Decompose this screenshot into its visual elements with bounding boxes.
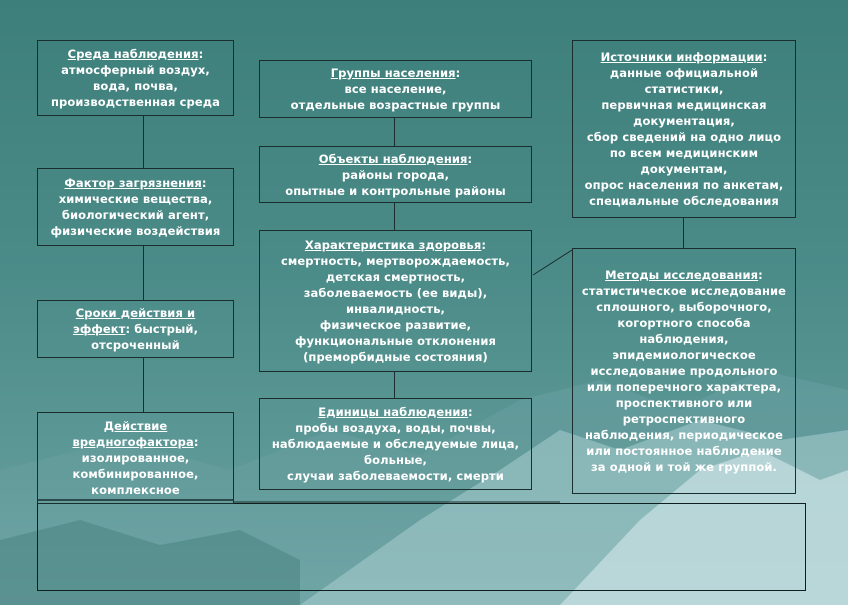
research-methods-box: Методы исследования: статистическое исследование сплошного, выборочного, когортного способа наблюдения, эпидемиологическое исследование продольного или поперечного характера, проспективного или ретроспективного наблюдения, периодическое или постоянное наблюдение за одной и той же группой. bbox=[572, 248, 796, 494]
action-terms-line-2-rest: : быстрый, bbox=[125, 322, 199, 336]
health-line-5: физическое развитие, bbox=[319, 318, 472, 332]
methods-line-1: статистическое исследование bbox=[581, 284, 787, 298]
pollution-factor-title: Фактор загрязнения bbox=[64, 176, 202, 190]
methods-line-7: или поперечного характера, bbox=[586, 380, 782, 394]
methods-line-9: ретроспективного bbox=[622, 412, 746, 426]
bottom-frame bbox=[37, 503, 806, 591]
methods-line-2: сплошного, выборочного, bbox=[596, 300, 772, 314]
information-sources-title: Источники информации bbox=[600, 50, 763, 64]
sources-line-1: данные официальной bbox=[609, 66, 759, 80]
pollution-factor-line-1: химические вещества, bbox=[58, 192, 213, 206]
sources-line-8: опрос населения по анкетам, bbox=[584, 178, 784, 192]
sources-line-2: статистики, bbox=[644, 82, 724, 96]
health-line-3: заболеваемость (ее виды), bbox=[303, 286, 488, 300]
health-characteristics-title: Характеристика здоровья bbox=[304, 238, 482, 252]
sources-line-4: документация, bbox=[633, 114, 735, 128]
sources-line-7: документам, bbox=[640, 162, 728, 176]
methods-line-11: или постоянное наблюдение bbox=[586, 444, 782, 458]
action-terms-title-1: Сроки действия и bbox=[75, 306, 196, 320]
observation-units-line-4: случаи заболеваемости, смерти bbox=[287, 469, 504, 483]
methods-line-10: наблюдения, периодическое bbox=[585, 428, 783, 442]
observation-objects-line-2: опытные и контрольные районы bbox=[285, 183, 506, 198]
observation-units-line-1: пробы воздуха, воды, почвы, bbox=[295, 421, 496, 435]
harmful-action-line-1: изолированное, bbox=[81, 451, 190, 465]
health-characteristics-box: Характеристика здоровья: смертность, мертворождаемость, детская смертность, заболеваемость (ее виды), инвалидность, физическое развитие, функциональные отклонения (преморбидные состояния) bbox=[259, 230, 532, 372]
population-groups-title: Группы населения bbox=[330, 66, 456, 80]
action-terms-title-2: эффект bbox=[72, 322, 126, 336]
pollution-factor-line-2: биологический агент, bbox=[61, 208, 210, 222]
environment-box: Среда наблюдения: атмосферный воздух, вода, почва, производственная среда bbox=[37, 40, 234, 116]
health-line-1: смертность, мертворождаемость, bbox=[280, 254, 510, 268]
health-line-7: (преморбидные состояния) bbox=[303, 350, 488, 364]
harmful-action-title-2: вредногофактора bbox=[72, 435, 194, 449]
environment-line-3: производственная среда bbox=[51, 95, 220, 109]
information-sources-box: Источники информации: данные официальной статистики, первичная медицинская документация, сбор сведений на одно лицо по всем медицинским документам, опрос населения по анкетам, специальные обследования bbox=[572, 40, 796, 218]
sources-line-9: специальные обследования bbox=[589, 194, 779, 208]
observation-units-line-2: наблюдаемые и обследуемые лица, bbox=[271, 437, 520, 451]
environment-line-1: атмосферный воздух, bbox=[61, 63, 210, 77]
methods-line-12: за одной и той же группой. bbox=[590, 460, 778, 474]
action-terms-box bbox=[37, 300, 234, 358]
health-line-2: детская смертность, bbox=[325, 270, 466, 284]
methods-line-8: проспективного или bbox=[615, 396, 753, 410]
methods-line-5: эпидемиологическое bbox=[612, 348, 756, 362]
environment-line-2: вода, почва, bbox=[93, 79, 178, 93]
action-terms-line-3: отсроченный bbox=[91, 338, 180, 352]
research-methods-title: Методы исследования bbox=[605, 268, 759, 282]
population-groups-box: Группы населения: все население, отдельные возрастные группы bbox=[259, 60, 532, 118]
sources-line-6: по всем медицинским bbox=[609, 146, 759, 160]
harmful-action-title-1: Действие bbox=[103, 419, 168, 433]
population-groups-line-1: все население, bbox=[344, 82, 447, 96]
methods-line-3: когортного способа bbox=[617, 316, 751, 330]
observation-objects-box: Объекты наблюдения: районы города, опытные и контрольные районы bbox=[259, 146, 532, 203]
health-line-6: функциональные отклонения bbox=[294, 334, 496, 348]
observation-objects-title: Объекты наблюдения bbox=[318, 151, 468, 166]
observation-objects-line-1: районы города, bbox=[341, 167, 450, 182]
observation-units-line-3: больные, bbox=[364, 453, 427, 467]
pollution-factor-line-3: физические воздействия bbox=[50, 224, 221, 238]
harmful-action-line-3: комплексное bbox=[91, 483, 180, 497]
methods-line-6: исследование продольного bbox=[590, 364, 778, 378]
harmful-action-line-2: комбинированное, bbox=[72, 467, 199, 481]
harmful-action-box: Действие вредногофактора: изолированное, комбинированное, комплексное bbox=[37, 412, 234, 504]
observation-units-title: Единицы наблюдения bbox=[318, 405, 469, 419]
observation-units-box: Единицы наблюдения: пробы воздуха, воды, почвы, наблюдаемые и обследуемые лица, больные, случаи заболеваемости, смерти bbox=[259, 398, 532, 490]
sources-line-3: первичная медицинская bbox=[601, 98, 767, 112]
population-groups-line-2: отдельные возрастные группы bbox=[290, 98, 501, 112]
pollution-factor-box: Фактор загрязнения: химические вещества, биологический агент, физические воздействия bbox=[37, 168, 234, 246]
methods-line-4: наблюдения, bbox=[639, 332, 729, 346]
sources-line-5: сбор сведений на одно лицо bbox=[586, 130, 782, 144]
health-line-4: инвалидность, bbox=[345, 302, 446, 316]
environment-title: Среда наблюдения bbox=[67, 47, 199, 61]
